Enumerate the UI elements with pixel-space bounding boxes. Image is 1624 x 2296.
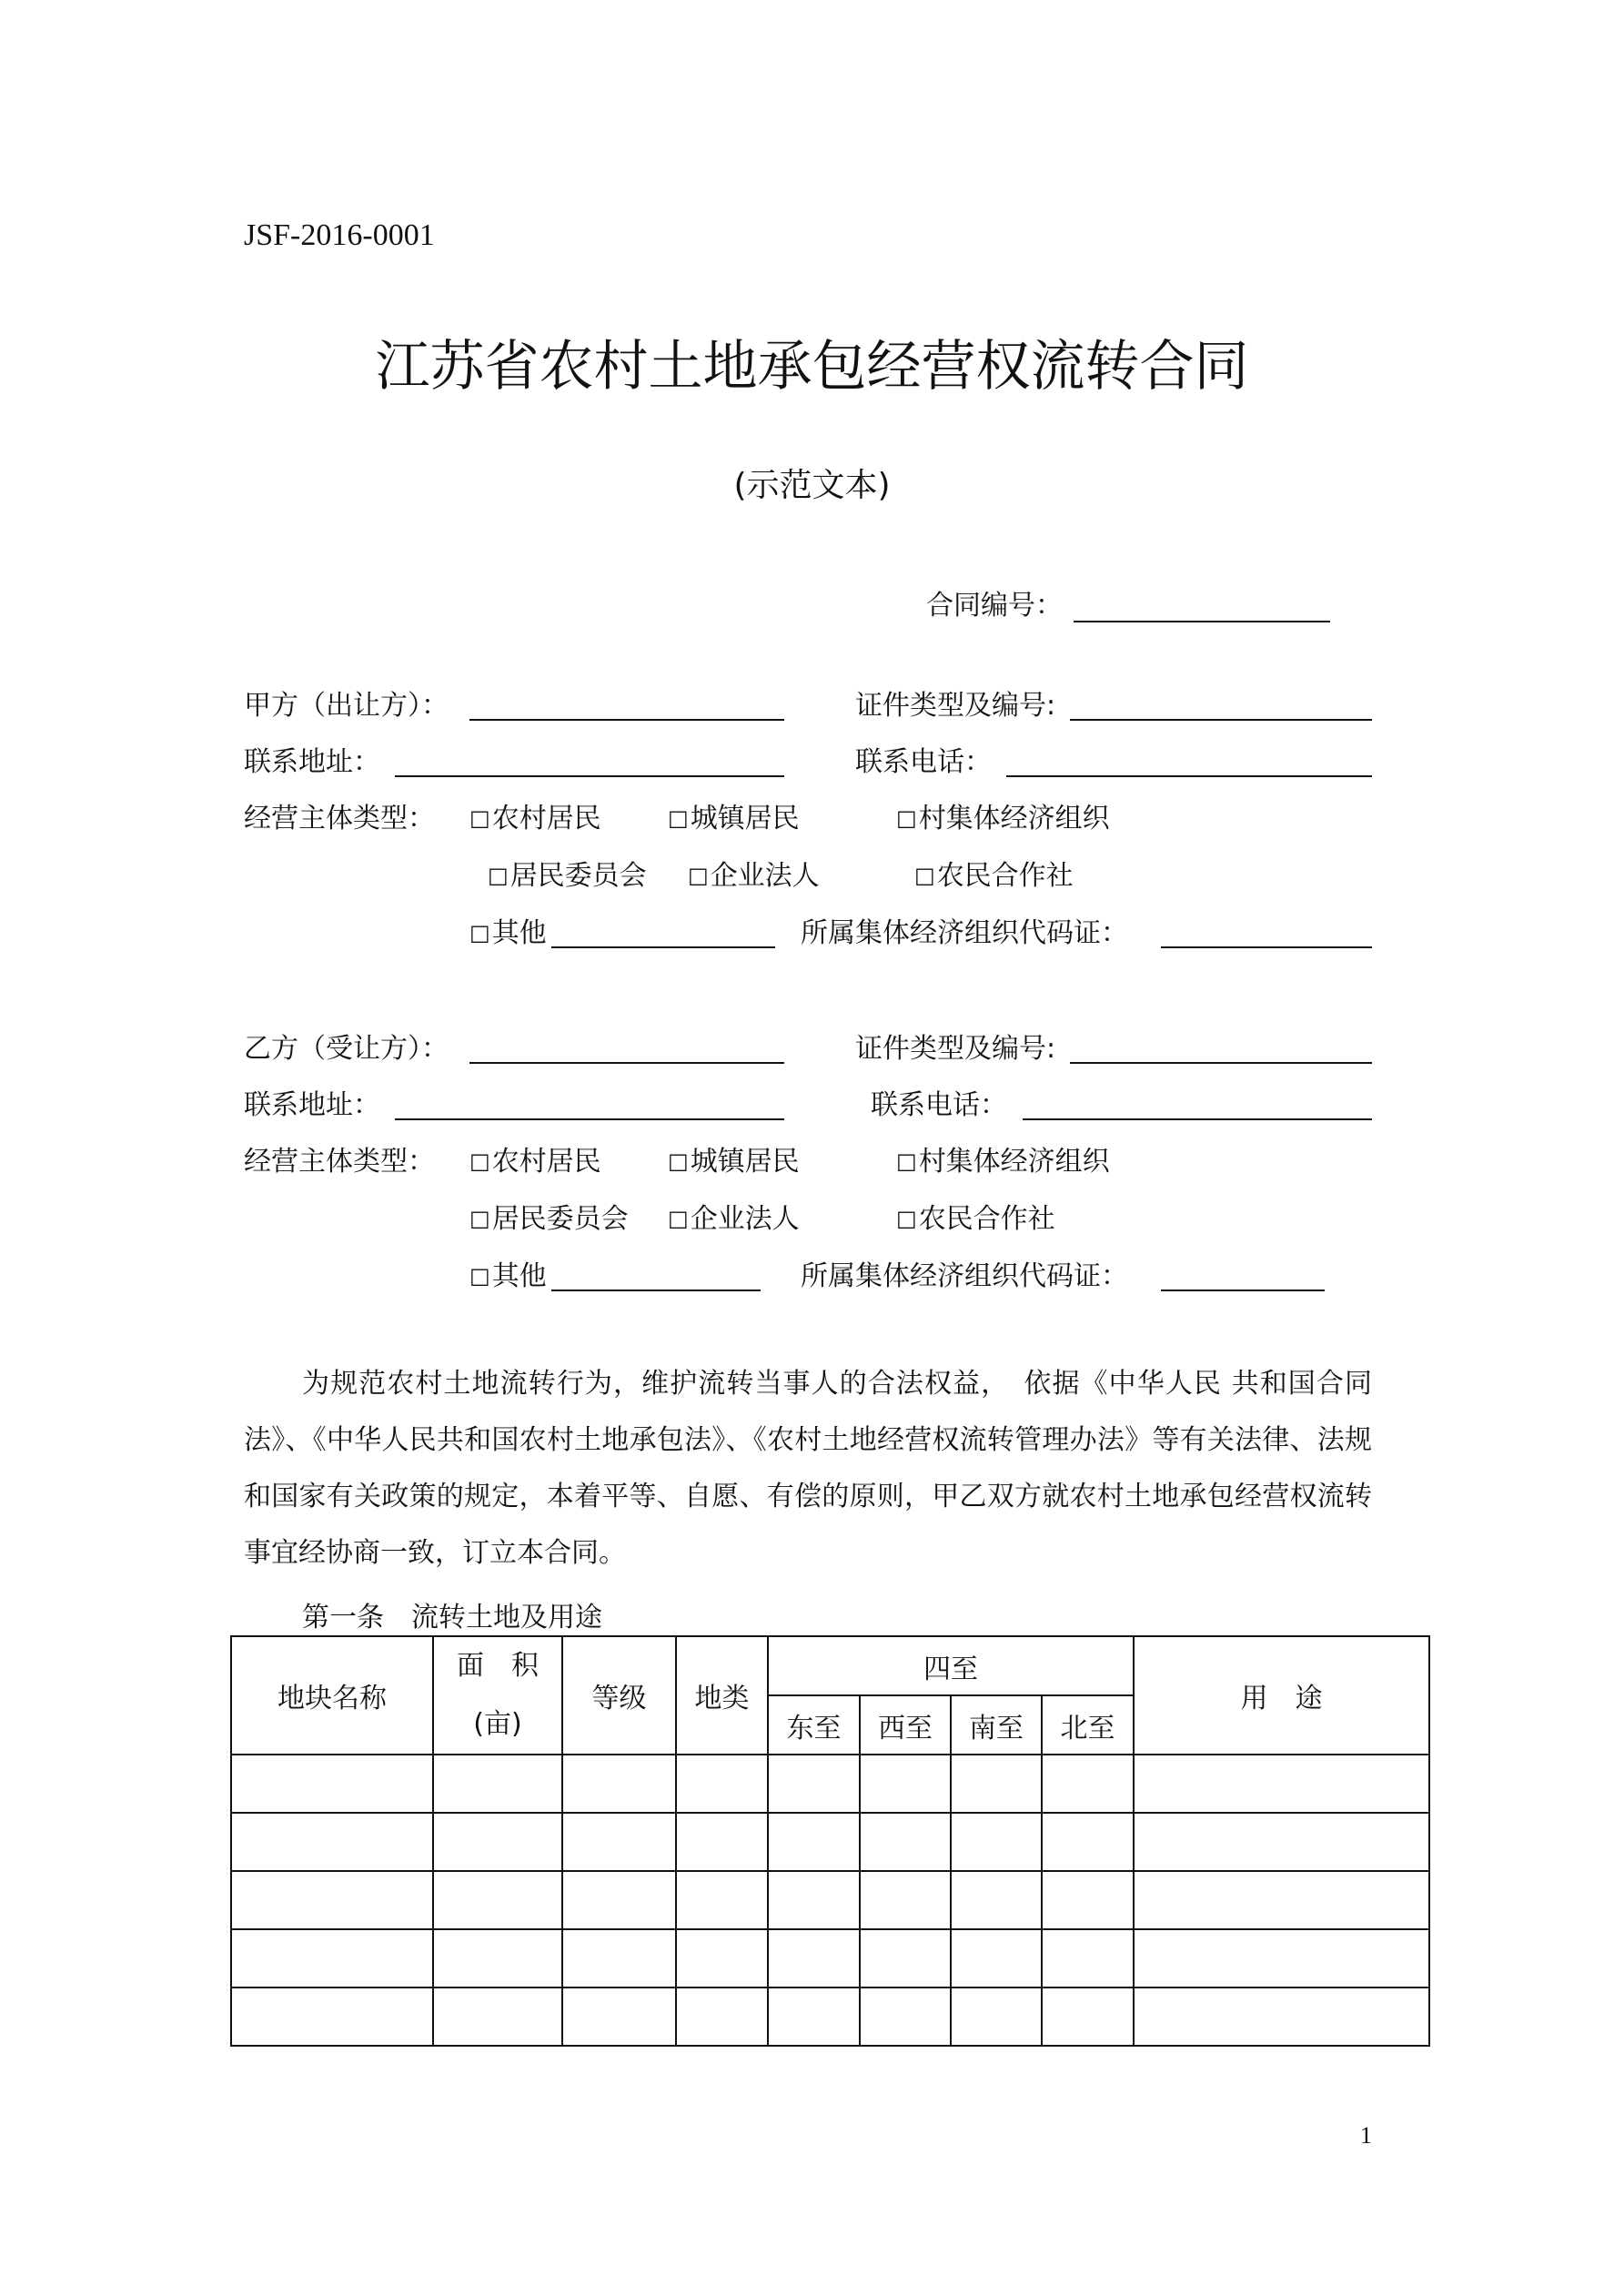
party-a-option-enterprise[interactable]: □企业法人 — [688, 860, 820, 892]
table-row — [231, 1929, 1429, 1988]
table-cell[interactable] — [231, 1929, 433, 1988]
party-b-entity-type-label: 经营主体类型： — [244, 1146, 435, 1178]
table-cell[interactable] — [231, 1988, 433, 2046]
party-a-option-urban-resident[interactable]: □城镇居民 — [668, 803, 800, 834]
table-cell[interactable] — [1042, 1929, 1134, 1988]
article-1-heading: 第一条 流转土地及用途 — [302, 1602, 602, 1633]
table-cell[interactable] — [562, 1988, 676, 2046]
party-a-name-field[interactable] — [469, 719, 784, 721]
party-a-id-field[interactable] — [1070, 719, 1372, 721]
party-a-option-residents-committee[interactable]: □居民委员会 — [488, 860, 647, 892]
table-cell[interactable] — [768, 1871, 860, 1929]
table-cell[interactable] — [433, 1929, 562, 1988]
party-a-entity-type-label: 经营主体类型： — [244, 803, 435, 834]
party-a-address-label: 联系地址： — [244, 746, 380, 778]
checkbox-icon: □ — [469, 1148, 490, 1174]
checkbox-icon: □ — [469, 1206, 490, 1231]
table-cell[interactable] — [562, 1813, 676, 1871]
header-land-type: 地类 — [676, 1636, 768, 1755]
header-plot-name: 地块名称 — [231, 1636, 433, 1755]
party-b-name-field[interactable] — [469, 1062, 784, 1064]
contract-no-label: 合同编号： — [926, 590, 1063, 622]
party-b-option-urban-resident[interactable]: □城镇居民 — [668, 1146, 800, 1178]
party-b-other-field[interactable] — [551, 1290, 761, 1291]
table-cell[interactable] — [1042, 1988, 1134, 2046]
party-a-option-other[interactable]: □其他 — [469, 917, 547, 949]
party-a-phone-field[interactable] — [1006, 775, 1372, 777]
party-b-id-field[interactable] — [1070, 1062, 1372, 1064]
checkbox-icon: □ — [668, 1206, 689, 1231]
party-b-option-enterprise[interactable]: □企业法人 — [668, 1203, 800, 1235]
checkbox-icon: □ — [469, 1263, 490, 1289]
party-b-name-label: 乙方（受让方）： — [244, 1033, 449, 1065]
party-b-address-label: 联系地址： — [244, 1089, 380, 1121]
header-usage: 用 途 — [1134, 1636, 1429, 1755]
table-cell[interactable] — [1134, 1988, 1429, 2046]
table-cell[interactable] — [562, 1871, 676, 1929]
table-cell[interactable] — [860, 1871, 951, 1929]
party-b-option-cooperative[interactable]: □农民合作社 — [896, 1203, 1055, 1235]
document-title: 江苏省农村土地承包经营权流转合同 — [375, 335, 1249, 399]
table-cell[interactable] — [860, 1988, 951, 2046]
table-row — [231, 1871, 1429, 1929]
table-cell[interactable] — [676, 1988, 768, 2046]
table-cell[interactable] — [433, 1813, 562, 1871]
table-cell[interactable] — [951, 1988, 1042, 2046]
table-cell[interactable] — [1042, 1755, 1134, 1813]
table-cell[interactable] — [433, 1755, 562, 1813]
table-cell[interactable] — [676, 1871, 768, 1929]
table-row — [231, 1988, 1429, 2046]
checkbox-icon: □ — [914, 863, 935, 888]
header-south: 南至 — [951, 1695, 1042, 1755]
party-b-id-label: 证件类型及编号: — [855, 1033, 1056, 1065]
land-table — [230, 1635, 1430, 2047]
checkbox-icon: □ — [896, 805, 917, 831]
table-cell[interactable] — [676, 1755, 768, 1813]
table-cell[interactable] — [768, 1755, 860, 1813]
party-a-option-village-collective[interactable]: □村集体经济组织 — [896, 803, 1110, 834]
party-a-name-label: 甲方（出让方）： — [244, 690, 449, 722]
party-a-org-code-label: 所属集体经济组织代码证： — [801, 917, 1128, 949]
table-cell[interactable] — [1134, 1755, 1429, 1813]
checkbox-icon: □ — [688, 863, 709, 888]
document-subtitle: (示范文本) — [733, 467, 891, 504]
table-cell[interactable] — [768, 1988, 860, 2046]
table-cell[interactable] — [860, 1929, 951, 1988]
party-b-option-village-collective[interactable]: □村集体经济组织 — [896, 1146, 1110, 1178]
table-cell[interactable] — [768, 1929, 860, 1988]
table-cell[interactable] — [951, 1755, 1042, 1813]
party-a-option-cooperative[interactable]: □农民合作社 — [914, 860, 1074, 892]
table-cell[interactable] — [1134, 1929, 1429, 1988]
table-cell[interactable] — [951, 1929, 1042, 1988]
header-west: 西至 — [860, 1695, 951, 1755]
table-cell[interactable] — [1042, 1813, 1134, 1871]
party-b-org-code-label: 所属集体经济组织代码证： — [801, 1260, 1128, 1292]
party-b-option-other[interactable]: □其他 — [469, 1260, 547, 1292]
party-a-option-rural-resident[interactable]: □农村居民 — [469, 803, 601, 834]
party-a-phone-label: 联系电话： — [855, 746, 992, 778]
table-cell[interactable] — [562, 1755, 676, 1813]
table-cell[interactable] — [676, 1813, 768, 1871]
checkbox-icon: □ — [668, 805, 689, 831]
header-north: 北至 — [1042, 1695, 1134, 1755]
party-a-address-field[interactable] — [395, 775, 784, 777]
party-b-address-field[interactable] — [395, 1118, 784, 1120]
party-b-option-residents-committee[interactable]: □居民委员会 — [469, 1203, 629, 1235]
contract-no-field[interactable] — [1074, 621, 1330, 622]
table-cell[interactable] — [1134, 1871, 1429, 1929]
table-cell[interactable] — [1042, 1871, 1134, 1929]
header-boundaries: 四至 — [768, 1636, 1134, 1695]
party-b-org-code-field[interactable] — [1161, 1290, 1325, 1291]
table-cell[interactable] — [231, 1755, 433, 1813]
table-cell[interactable] — [676, 1929, 768, 1988]
table-cell[interactable] — [433, 1871, 562, 1929]
table-cell[interactable] — [433, 1988, 562, 2046]
table-cell[interactable] — [231, 1813, 433, 1871]
table-cell[interactable] — [951, 1813, 1042, 1871]
checkbox-icon: □ — [896, 1206, 917, 1231]
party-b-phone-label: 联系电话： — [871, 1089, 1007, 1121]
table-cell[interactable] — [768, 1813, 860, 1871]
table-row — [231, 1755, 1429, 1813]
party-b-option-rural-resident[interactable]: □农村居民 — [469, 1146, 601, 1178]
table-cell[interactable] — [951, 1871, 1042, 1929]
party-a-other-field[interactable] — [551, 946, 775, 948]
table-cell[interactable] — [860, 1813, 951, 1871]
page-number: 1 — [1360, 2122, 1372, 2149]
table-cell[interactable] — [860, 1755, 951, 1813]
checkbox-icon: □ — [488, 863, 509, 888]
header-grade: 等级 — [562, 1636, 676, 1755]
header-east: 东至 — [768, 1695, 860, 1755]
checkbox-icon: □ — [668, 1148, 689, 1174]
party-a-id-label: 证件类型及编号: — [855, 690, 1056, 722]
checkbox-icon: □ — [469, 920, 490, 946]
header-area: 面 积 (亩) — [433, 1636, 562, 1755]
table-cell[interactable] — [231, 1871, 433, 1929]
checkbox-icon: □ — [469, 805, 490, 831]
checkbox-icon: □ — [896, 1148, 917, 1174]
party-b-phone-field[interactable] — [1023, 1118, 1372, 1120]
party-a-org-code-field[interactable] — [1161, 946, 1372, 948]
table-row — [231, 1813, 1429, 1871]
table-cell[interactable] — [562, 1929, 676, 1988]
table-cell[interactable] — [1134, 1813, 1429, 1871]
preamble-paragraph: 为规范农村土地流转行为，维护流转当事人的合法权益， 依据《中华人民 共和国合同法》、《中华人民共和国农村土地承包法》、《农村土地经营权流转管理办法》等有关法律、法规和国家有关政策的规定，本着平等、自愿、有偿的原则，甲乙双方就农村土地承包经营权流转事宜经协商一致，订立本合同。 — [244, 1368, 1372, 1569]
document-code: JSF-2016-0001 — [244, 218, 435, 252]
